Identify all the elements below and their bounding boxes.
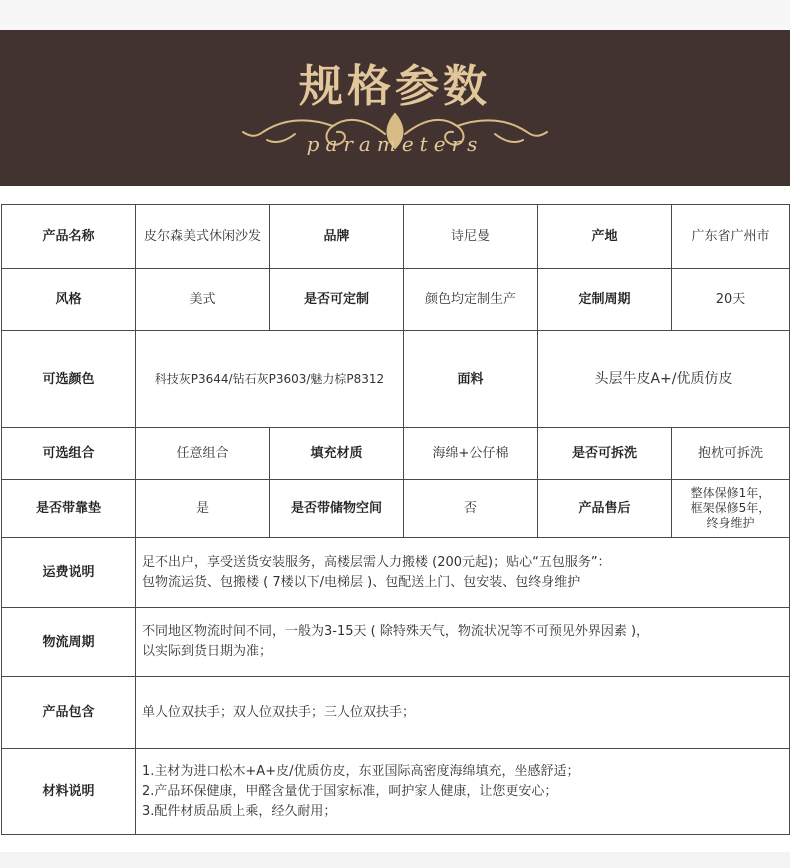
cell-value: 颜色均定制生产 (404, 269, 538, 331)
cell-label: 品牌 (270, 205, 404, 269)
cell-label: 是否带靠垫 (2, 480, 136, 538)
table-row (2, 608, 790, 677)
table-row (2, 677, 790, 749)
cell-label: 填充材质 (270, 428, 404, 480)
cell-value: 科技灰P3644/钻石灰P3603/魅力棕P8312 (136, 331, 404, 428)
package-contents (136, 677, 790, 749)
spec-table (1, 204, 790, 835)
cell-value: 否 (404, 480, 538, 538)
cell-label: 是否可定制 (270, 269, 404, 331)
text-line: 3.配件材质品质上乘，经久耐用； (142, 803, 337, 819)
cell-label: 产品售后 (538, 480, 672, 538)
table-row (2, 331, 790, 428)
header-banner (0, 30, 790, 186)
table-row (2, 749, 790, 835)
cell-label: 产品包含 (2, 677, 136, 749)
table-row (2, 269, 790, 331)
cell-label: 产地 (538, 205, 672, 269)
table-row (2, 538, 790, 608)
cell-label: 产品名称 (2, 205, 136, 269)
top-strip (0, 0, 790, 30)
cell-value: 头层牛皮A+/优质仿皮 (538, 331, 790, 428)
table-row (2, 428, 790, 480)
text-line: 不同地区物流时间不同，一般为3-15天 ( 除特殊天气，物流状况等不可预见外界因素 )， (142, 624, 650, 639)
cell-value: 广东省广州市 (672, 205, 790, 269)
cell-label: 定制周期 (538, 269, 672, 331)
logistics-note (136, 608, 790, 677)
cell-label: 材料说明 (2, 749, 136, 835)
cell-value: 是 (136, 480, 270, 538)
after-sales-line: 整体保修1年， (690, 486, 771, 500)
cell-label: 物流周期 (2, 608, 136, 677)
text-line: 包物流运货、包搬楼 ( 7楼以下/电梯层 )、包配送上门、包安装、包终身维护 (142, 574, 581, 590)
cell-label: 面料 (404, 331, 538, 428)
text-line: 2.产品环保健康，甲醛含量优于国家标准，呵护家人健康，让您更安心； (142, 783, 558, 799)
text-line: 单人位双扶手；双人位双扶手；三人位双扶手； (142, 704, 416, 720)
banner-title: 规格参数 (299, 61, 491, 112)
cell-value: 抱枕可拆洗 (672, 428, 790, 480)
shipping-note (136, 538, 790, 608)
text-line: 以实际到货日期为准； (142, 644, 273, 659)
cell-label: 风格 (2, 269, 136, 331)
cell-value: 20天 (672, 269, 790, 331)
bottom-strip (0, 852, 790, 868)
table-row (2, 205, 790, 269)
after-sales-line: 终身维护 (706, 516, 755, 530)
cell-label: 可选组合 (2, 428, 136, 480)
text-line: 1.主材为进口松木+A+皮/优质仿皮，东亚国际高密度海绵填充，坐感舒适； (142, 763, 580, 779)
banner-subtitle: parameters (306, 132, 484, 156)
cell-label: 可选颜色 (2, 331, 136, 428)
cell-value: 皮尔森美式休闲沙发 (136, 205, 270, 269)
material-note (136, 749, 790, 835)
table-row (2, 480, 790, 538)
cell-label: 运费说明 (2, 538, 136, 608)
cell-value: 海绵+公仔棉 (404, 428, 538, 480)
cell-label: 是否可拆洗 (538, 428, 672, 480)
after-sales-cell (672, 480, 790, 538)
cell-value: 任意组合 (136, 428, 270, 480)
cell-value: 美式 (136, 269, 270, 331)
cell-label: 是否带储物空间 (270, 480, 404, 538)
text-line: 足不出户，享受送货安装服务，高楼层需人力搬楼 (200元起)；贴心“五包服务”： (142, 554, 611, 570)
after-sales-line: 框架保修5年， (690, 501, 771, 515)
cell-value: 诗尼曼 (404, 205, 538, 269)
